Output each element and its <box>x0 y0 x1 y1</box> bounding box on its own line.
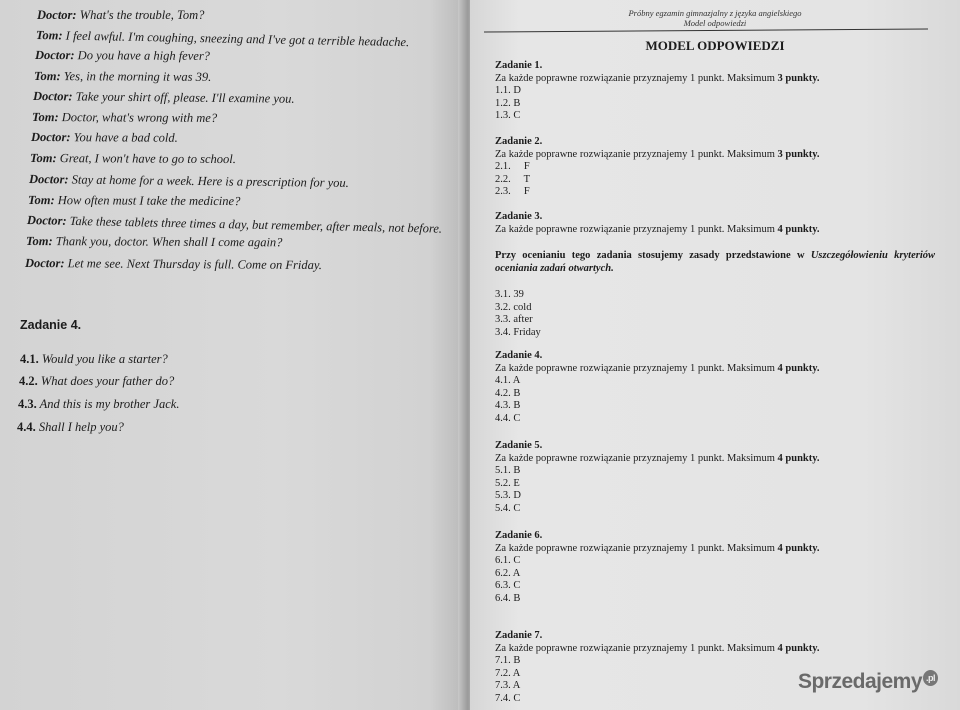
speaker: Doctor: <box>32 89 73 104</box>
speaker: Doctor: <box>26 213 67 228</box>
dialogue-line <box>33 89 295 107</box>
scoring-rule: Za każde poprawne rozwiązanie przyznajemy 1 punkt. Maksimum 4 punkty. <box>495 642 820 654</box>
utterance: You have a bad cold. <box>73 130 178 145</box>
section-title: Zadanie 5. <box>495 440 543 451</box>
running-subheader: Model odpowiedzi <box>683 18 747 28</box>
task4-item <box>20 352 168 367</box>
answer-section <box>495 440 935 516</box>
dialogue-line <box>26 234 283 250</box>
section-title: Zadanie 4. <box>495 350 543 361</box>
answer-key-item: 5.1. B <box>495 465 521 477</box>
right-page <box>470 0 960 710</box>
section-title: Zadanie 1. <box>495 60 543 71</box>
answer-key-item: 6.3. C <box>495 580 521 592</box>
answer-key-item: 4.4. C <box>495 412 521 424</box>
speaker: Doctor: <box>30 130 71 145</box>
task4-item <box>18 397 179 412</box>
dialogue-line <box>36 28 409 50</box>
answer-key-item: 6.2. A <box>495 567 521 579</box>
speaker: Tom: <box>29 151 57 166</box>
answer-section <box>495 350 935 426</box>
answer-key-item: 5.4. C <box>495 502 521 514</box>
running-header: Próbny egzamin gimnazjalny z języka angielskiego <box>628 8 802 18</box>
speaker: Doctor: <box>37 8 77 22</box>
answer-key-item: 3.2. cold <box>495 301 532 313</box>
scoring-rule: Za każde poprawne rozwiązanie przyznajemy 1 punkt. Maksimum 3 punkty. <box>495 148 820 160</box>
section-title: Zadanie 2. <box>495 136 543 147</box>
dialogue-line <box>32 110 217 126</box>
answer-key-item: 5.2. E <box>495 477 520 489</box>
answer-section <box>495 530 935 606</box>
speaker: Doctor: <box>24 256 65 271</box>
answer-key-item: 3.3. after <box>495 314 533 326</box>
utterance: Yes, in the morning it was 39. <box>63 69 212 84</box>
logo-brand: Sprzedajemy <box>797 670 922 693</box>
answer-key-item: 4.3. B <box>495 400 521 412</box>
note-italic: Uszczegółowieniu kryteriów oceniania zadań otwartych. <box>495 250 935 274</box>
answer-key-item: 4.2. B <box>495 387 521 399</box>
speaker: Tom: <box>35 28 63 43</box>
left-page <box>0 0 466 710</box>
speaker: Tom: <box>25 234 53 249</box>
grading-note <box>495 250 935 275</box>
answer-key-item: 3.1. 39 <box>495 289 524 300</box>
answer-key-item: 5.3. D <box>495 490 521 502</box>
answer-key-item: 7.3. A <box>495 680 521 692</box>
scoring-rule: Za każde poprawne rozwiązanie przyznajemy 1 punkt. Maksimum 4 punkty. <box>495 452 820 464</box>
scoring-rule: Za każde poprawne rozwiązanie przyznajemy 1 punkt. Maksimum 4 punkty. <box>495 362 820 374</box>
answer-key-item: 6.1. C <box>495 555 521 567</box>
logo-tld: .pl <box>923 670 938 686</box>
item-text: And this is my brother Jack. <box>39 397 180 411</box>
item-text: Shall I help you? <box>38 420 124 434</box>
scoring-rule: Za każde poprawne rozwiązanie przyznajemy 1 punkt. Maksimum 3 punkty. <box>495 72 820 84</box>
task4-item <box>17 420 124 435</box>
answer-key-item: 1.1. D <box>495 85 521 97</box>
section-title: Zadanie 3. <box>495 211 543 222</box>
utterance: Doctor, what's wrong with me? <box>61 110 218 125</box>
dialogue-line <box>25 256 322 273</box>
utterance: Take these tablets three times a day, but remember, after meals, not before. <box>69 213 443 236</box>
speaker: Doctor: <box>28 172 69 187</box>
speaker: Tom: <box>31 110 59 125</box>
dialogue-line <box>35 48 210 64</box>
answer-section <box>495 60 935 123</box>
task4-item <box>19 374 174 389</box>
utterance: Take your shirt off, please. I'll examine you. <box>75 89 295 106</box>
utterance: Do you have a high fever? <box>77 48 211 63</box>
dialogue-line <box>28 193 240 209</box>
dialogue-line <box>27 213 442 237</box>
answer-section <box>495 136 935 199</box>
speaker: Tom: <box>27 193 55 208</box>
dialogue-line <box>30 151 236 167</box>
header-rule <box>484 28 928 32</box>
utterance: Let me see. Next Thursday is full. Come on Friday. <box>67 256 322 273</box>
answer-section <box>495 630 935 706</box>
answer-key-item: 1.2. B <box>495 97 521 109</box>
item-text: Would you like a starter? <box>41 352 168 366</box>
utterance: Great, I won't have to go to school. <box>59 151 236 167</box>
section-title: Zadanie 6. <box>495 530 543 541</box>
answer-key-item: 7.4. C <box>495 692 521 704</box>
item-number: 4.4. <box>17 420 36 434</box>
answer-key-item: 6.4. B <box>495 592 521 604</box>
page-title: MODEL ODPOWIEDZI <box>645 38 785 53</box>
speaker: Tom: <box>33 69 61 84</box>
scoring-rule: Za każde poprawne rozwiązanie przyznajemy 1 punkt. Maksimum 4 punkty. <box>495 542 820 554</box>
answer-key-item: 2.2. T <box>495 173 531 185</box>
item-number: 4.1. <box>20 352 39 366</box>
answer-section <box>495 211 935 236</box>
scoring-rule: Za każde poprawne rozwiązanie przyznajemy 1 punkt. Maksimum 4 punkty. <box>495 223 820 235</box>
task4-title: Zadanie 4. <box>20 318 82 332</box>
item-text: What does your father do? <box>40 374 175 388</box>
dialogue-line <box>37 8 204 23</box>
item-number: 4.2. <box>19 374 38 388</box>
answer-key-item: 7.2. A <box>495 667 521 679</box>
note-bold: Przy ocenianiu tego zadania stosujemy zasady przedstawione w <box>495 250 811 261</box>
answer-key-item: 3.4. Friday <box>495 326 541 338</box>
answer-key-item: 2.1. F <box>495 161 530 173</box>
watermark-logo <box>798 670 938 694</box>
utterance: How often must I take the medicine? <box>57 193 241 209</box>
answer-key-item: 4.1. A <box>495 375 521 387</box>
dialogue-line <box>31 130 178 146</box>
utterance: Stay at home for a week. Here is a prescription for you. <box>71 172 349 190</box>
answer-key-item: 1.3. C <box>495 110 521 122</box>
dialogue-line <box>29 172 349 191</box>
utterance: Thank you, doctor. When shall I come again? <box>55 234 283 250</box>
utterance: What's the trouble, Tom? <box>79 8 205 22</box>
section-title: Zadanie 7. <box>495 630 543 641</box>
answer-key-item: 2.3. F <box>495 186 530 198</box>
dialogue-line <box>34 69 211 85</box>
utterance: I feel awful. I'm coughing, sneezing and I've got a terrible headache. <box>65 28 410 50</box>
speaker: Doctor: <box>34 48 75 63</box>
answer-key-item: 7.1. B <box>495 655 521 667</box>
item-number: 4.3. <box>18 397 37 411</box>
answer-section <box>495 289 935 339</box>
